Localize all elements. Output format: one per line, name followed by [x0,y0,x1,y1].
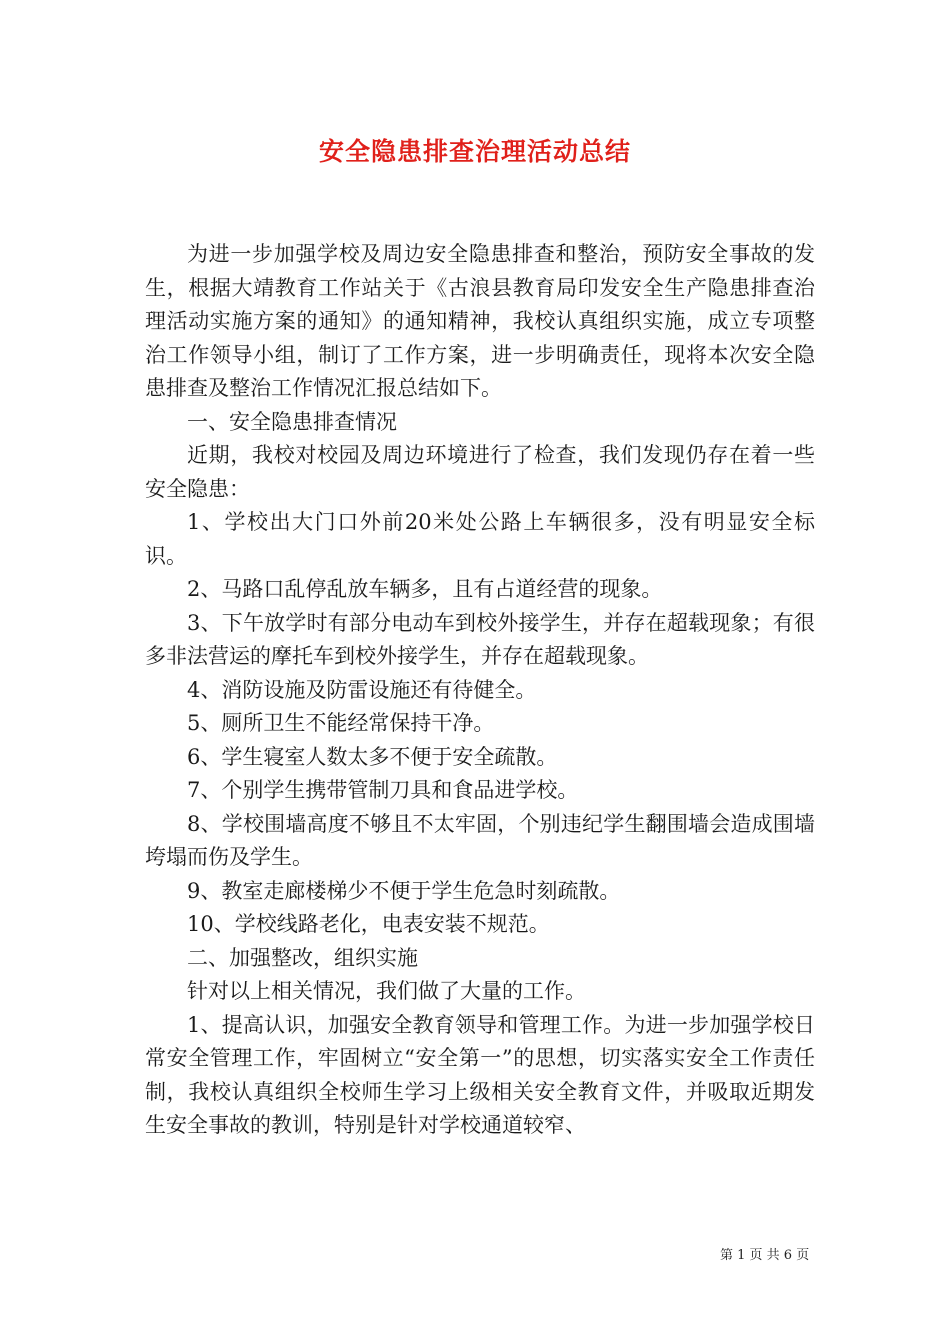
list-item: 5、厕所卫生不能经常保持干净。 [187,711,495,735]
list-item: 6、学生寝室人数太多不便于安全疏散。 [187,744,558,769]
list-item: 3、下午放学时有部分电动车到校外接学生，并存在超载现象；有很多非法营运的摩托车到校外接学生，并存在超载现象。 [145,610,815,668]
paragraph-findings-intro: 近期，我校对校园及周边环境进行了检查，我们发现仍存在着一些安全隐患： [145,443,815,501]
list-item: 7、个别学生携带管制刀具和食品进学校。 [187,778,579,802]
list-item: 8、学校围墙高度不够且不太牢固，个别违纪学生翻围墙会造成围墙垮塌而伤及学生。 [145,811,815,869]
paragraph-intro: 为进一步加强学校及周边安全隐患排查和整治，预防安全事故的发生，根据大靖教育工作站关于《古浪县教育局印发安全生产隐患排查治理活动实施方案的通知》的通知精神，我校认真组织实施，成立专项整治工作领导小组，制订了工作方案，进一步明确责任，现将本次安全隐患排查及整治工作情况汇报总结如下。 [145,242,815,400]
section-heading-1: 一、安全隐患排查情况 [187,409,397,434]
list-item: 9、教室走廊楼梯少不便于学生危急时刻疏散。 [187,878,621,903]
paragraph-actions-intro: 针对以上相关情况，我们做了大量的工作。 [187,979,586,1003]
section-heading-2: 二、加强整改，组织实施 [187,945,418,970]
list-item: 1、学校出大门口外前20米处公路上车辆很多，没有明显安全标识。 [145,510,815,568]
list-item: 1、提高认识，加强安全教育领导和管理工作。为进一步加强学校日常安全管理工作，牢固树立“安全第一”的思想，切实落实安全工作责任制，我校认真组织全校师生学习上级相关安全教育文件，并吸取近期发生安全事故的教训，特别是针对学校通道较窄、 [145,1012,815,1137]
page-number: 第 1 页 共 6 页 [720,1248,810,1263]
list-item: 10、学校线路老化，电表安装不规范。 [187,912,550,936]
document-title: 安全隐患排查治理活动总结 [318,137,631,166]
list-item: 4、消防设施及防雷设施还有待健全。 [187,677,537,702]
document-body [145,238,815,1143]
list-item: 2、马路口乱停乱放车辆多，且有占道经营的现象。 [187,577,663,601]
